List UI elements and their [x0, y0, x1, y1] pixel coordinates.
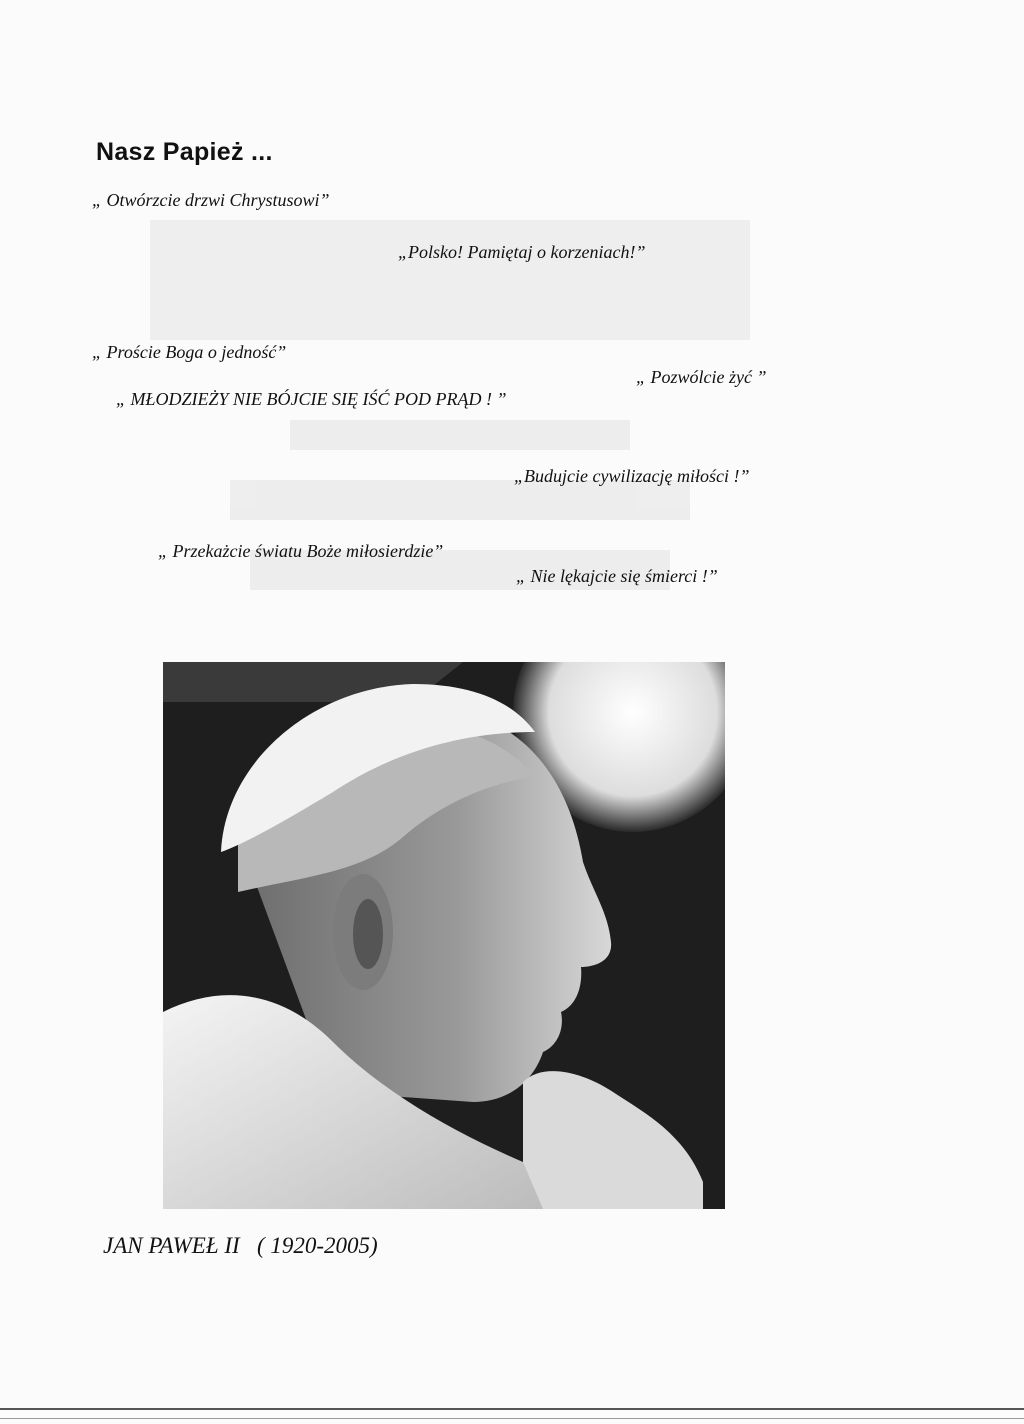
quote-fear-not-death: „ Nie lękajcie się śmierci !” [516, 566, 718, 586]
bottom-rule [0, 1408, 1024, 1410]
quote-unity: „ Proście Boga o jedność” [92, 342, 287, 362]
page-title: Nasz Papież ... [96, 138, 273, 166]
photo-caption: JAN PAWEŁ II ( 1920-2005) [103, 1233, 378, 1258]
quote-let-live: „ Pozwólcie żyć ” [636, 367, 767, 387]
quote-youth: „ MŁODZIEŻY NIE BÓJCIE SIĘ IŚĆ POD PRĄD ! ” [116, 389, 507, 409]
pope-portrait-photo [163, 662, 725, 1209]
quote-divine-mercy: „ Przekażcie światu Boże miłosierdzie” [158, 541, 444, 561]
quote-civilization-love: „Budujcie cywilizację miłości !” [514, 466, 750, 486]
quote-poland-roots: „Polsko! Pamiętaj o korzeniach!” [398, 242, 646, 262]
quote-open-doors: „ Otwórzcie drzwi Chrystusowi” [92, 190, 330, 210]
scan-edge-line [0, 1418, 1024, 1419]
